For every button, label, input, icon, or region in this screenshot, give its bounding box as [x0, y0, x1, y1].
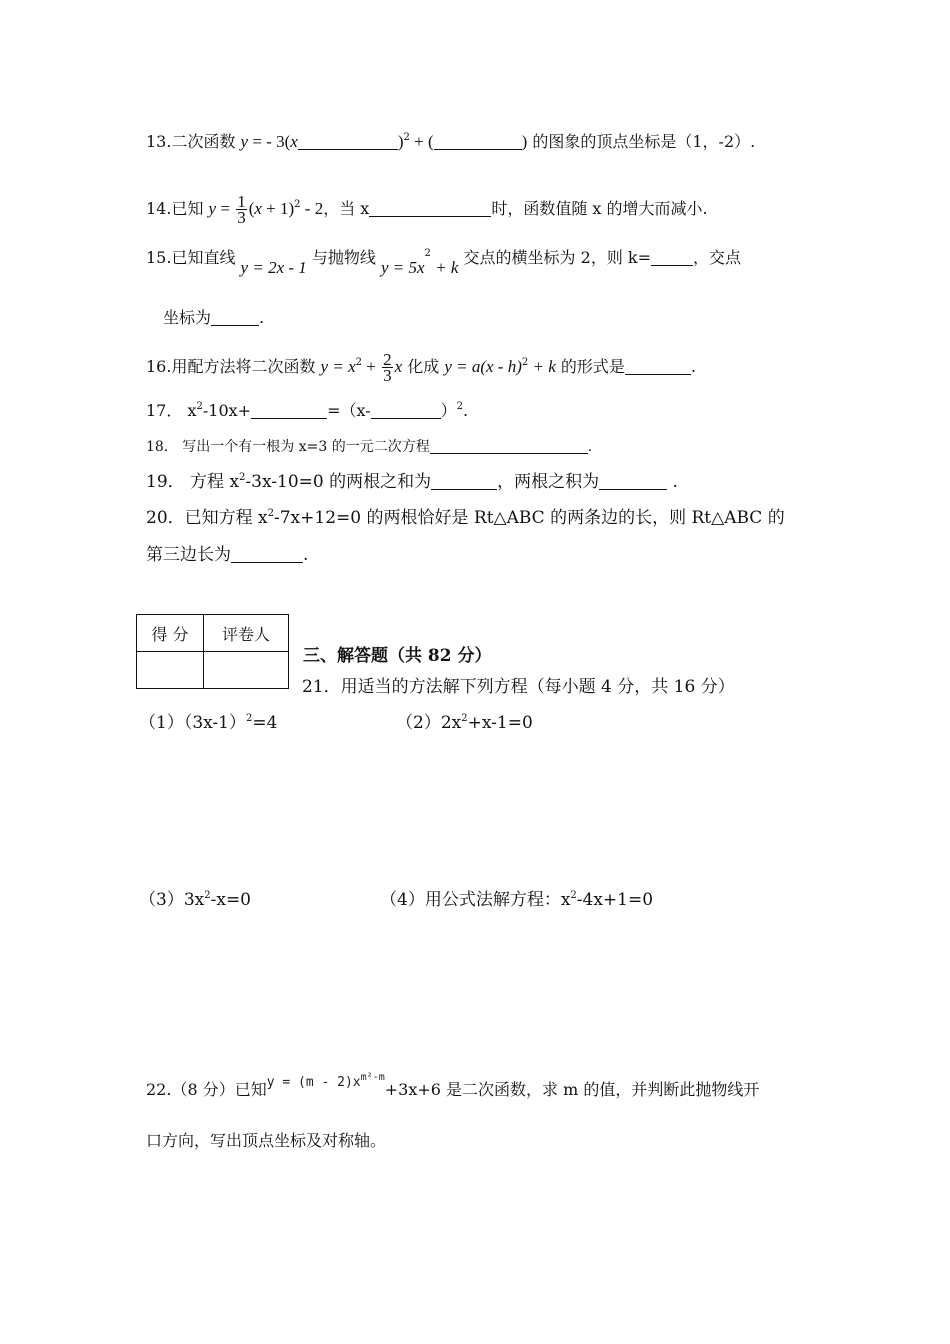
- question-20-line2: 第三边长为 .: [146, 545, 309, 565]
- question-21: 21．用适当的方法解下列方程（每小题 4 分，共 16 分）: [302, 677, 735, 697]
- question-19: 19． 方程 $x^2-3x-10=0$ 的两根之和为 ，两根之积为 .: [146, 472, 678, 492]
- fraction: $\frac{2}{3}$: [383, 350, 392, 385]
- answer-blank[interactable]: [371, 402, 441, 419]
- q21-part4: （4）用公式法解方程：$x^2-4x+1=0$: [380, 890, 654, 910]
- grader-header: 评卷人: [204, 615, 289, 652]
- answer-blank[interactable]: [434, 133, 522, 150]
- function-image: y = (m - 2)xm²-m: [266, 1072, 385, 1090]
- question-16: 16.用配方法将二次函数 $y = x^2$ + $\frac{2}{3}$ x 化成 y = a(x - h)$^2$ + k 的形式是 .: [146, 350, 696, 385]
- grader-cell[interactable]: [204, 652, 289, 689]
- score-header: 得 分: [137, 615, 204, 652]
- answer-blank[interactable]: [369, 200, 491, 217]
- question-13: 13.二次函数 y = - 3(x )$^2$ + ( ) 的图象的顶点坐标是（1，-2）.: [146, 132, 756, 151]
- answer-blank[interactable]: [625, 358, 691, 375]
- question-20: 20．已知方程 $x^2-7x+12=0$ 的两根恰好是 Rt△ABC 的两条边的长，则 Rt△ABC 的: [146, 508, 785, 528]
- q21-part3: $(3)3x^2-x=0$: [139, 890, 252, 910]
- answer-blank[interactable]: [231, 546, 303, 563]
- answer-blank[interactable]: [430, 440, 588, 454]
- question-22: 22.（8 分）已知$^{y = (m - 2)x^{m^2-m}}$+3x+6 是二次函数，求 m 的值，并判断此抛物线开: [146, 1072, 760, 1099]
- question-15-line2: 坐标为 .: [163, 308, 265, 327]
- q21-part2: $(2)2x^2+x-1=0$: [396, 713, 533, 733]
- answer-blank[interactable]: [211, 309, 259, 326]
- answer-blank[interactable]: [251, 402, 327, 419]
- q21-part1: $(1)(3x-1)^2=4$: [139, 713, 278, 733]
- question-15: 15.已知直线 y = 2x - 1 与抛物线 $y = 5x^2 + k$ 交点的横坐标为 2，则 k= ，交点: [146, 248, 742, 277]
- question-22-line2: 口方向，写出顶点坐标及对称轴。: [146, 1131, 387, 1150]
- answer-blank[interactable]: [431, 473, 497, 490]
- fraction: $\frac{1}{3}$: [237, 192, 246, 227]
- question-18: 18． 写出一个有一根为 x=3 的一元二次方程 .: [146, 439, 593, 455]
- answer-blank[interactable]: [599, 473, 667, 490]
- score-cell[interactable]: [137, 652, 204, 689]
- question-17: 17． $x^2-10x+ =(x-$ ）$^2$.: [146, 401, 469, 420]
- answer-blank[interactable]: [651, 249, 693, 266]
- score-table: [136, 614, 289, 689]
- section-title: 三、解答题（共 82 分）: [303, 646, 492, 666]
- question-14: 14.已知 y = $\frac{1}{3}$ $(x + 1)^2 - 2$，当 x 时，函数值随 x 的增大而减小.: [146, 192, 708, 227]
- answer-blank[interactable]: [298, 133, 398, 150]
